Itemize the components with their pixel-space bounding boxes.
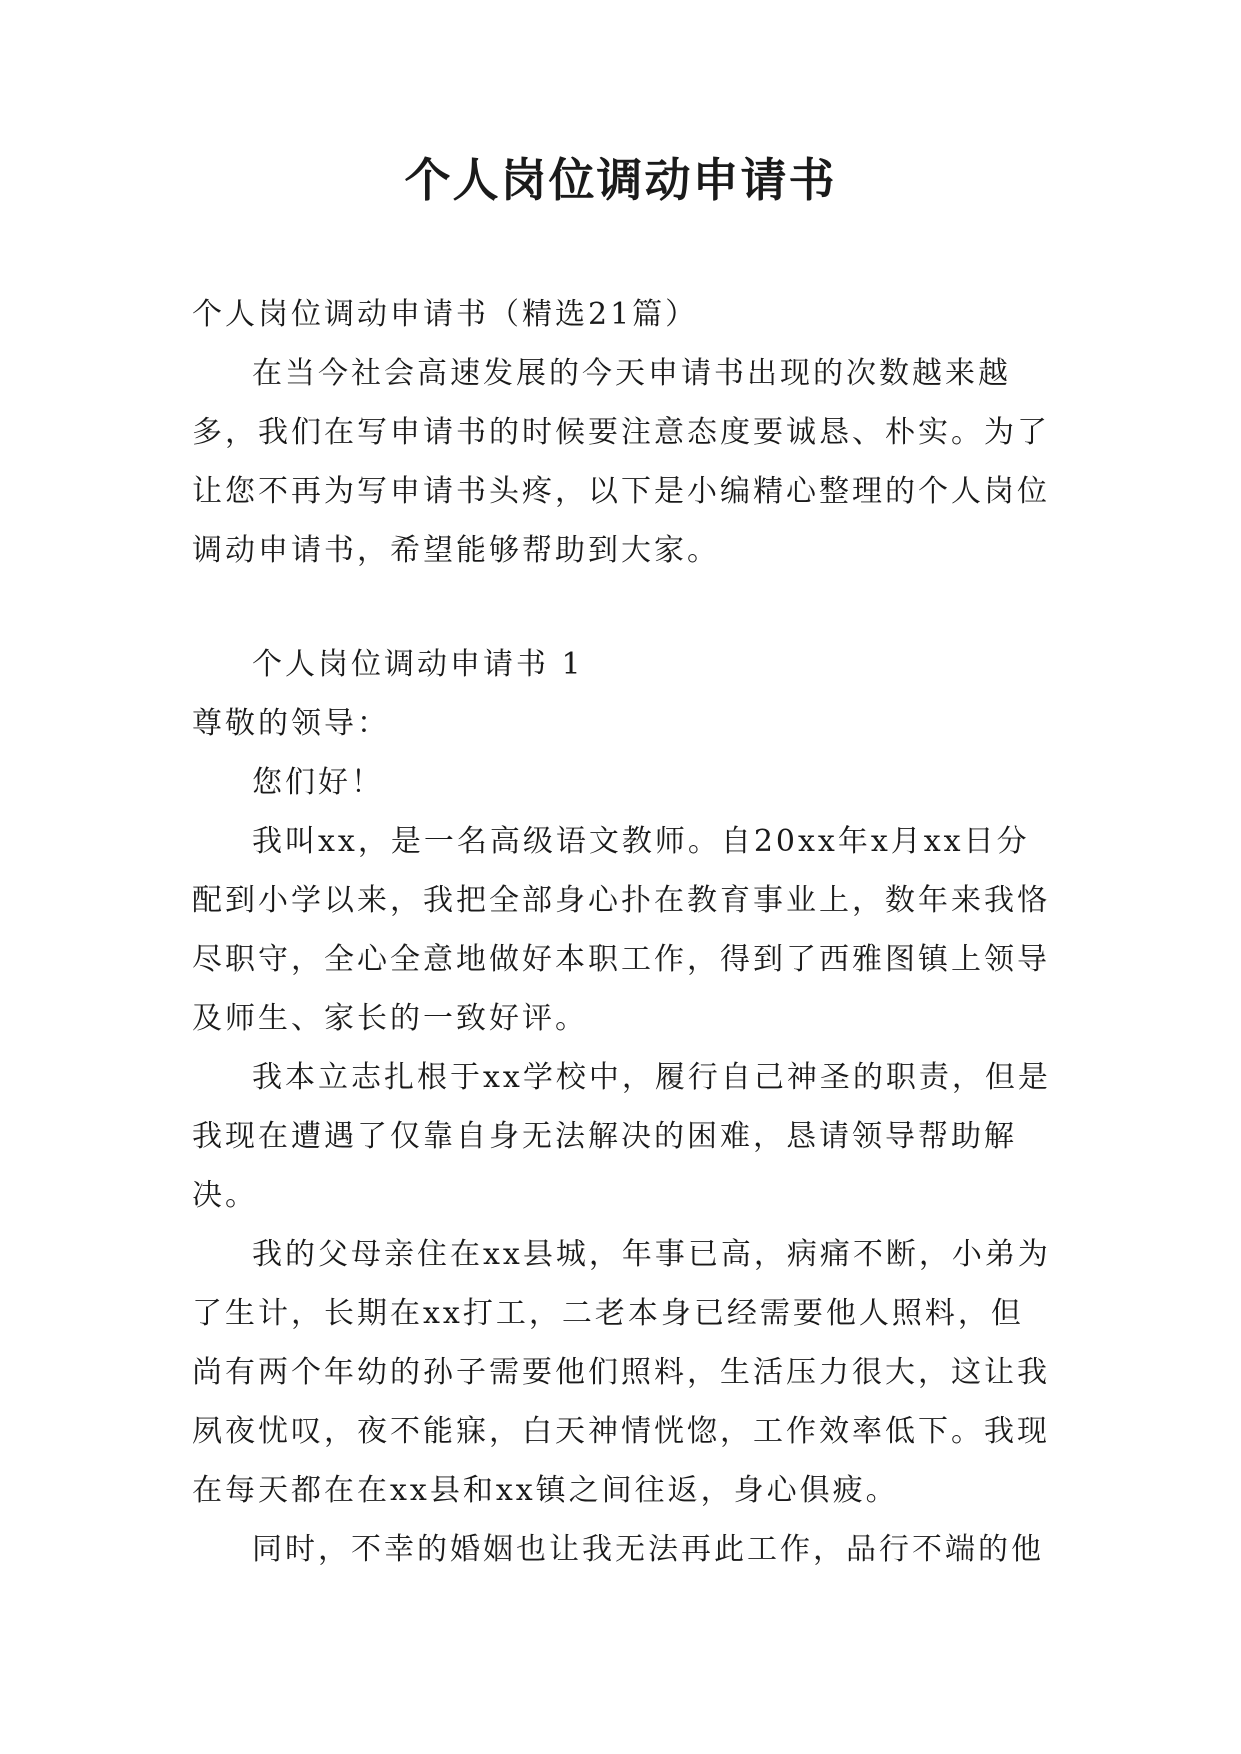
body-paragraph: 我的父母亲住在xx县城，年事已高，病痛不断，小弟为了生计，长期在xx打工，二老本身已经需要他人照料，但尚有两个年幼的孙子需要他们照料，生活压力很大，这让我夙夜忧叹，夜不能寐，白天神情恍惚，工作效率低下。我现在每天都在在xx县和xx镇之间往返，身心俱疲。 [192, 1237, 1051, 1508]
body-paragraph: 同时，不幸的婚姻也让我无法再此工作，品行不端的他 [252, 1532, 1044, 1567]
salutation: 尊敬的领导： [192, 706, 390, 741]
document-subtitle: 个人岗位调动申请书（精选21篇） [192, 297, 699, 332]
section-heading: 个人岗位调动申请书 1 [252, 647, 584, 682]
body-paragraph: 我叫xx，是一名高级语文教师。自20xx年x月xx日分配到小学以来，我把全部身心扑在教育事业上，数年来我恪尽职守，全心全意地做好本职工作，得到了西雅图镇上领导及师生、家长的一致好评。 [192, 824, 1050, 1036]
intro-paragraph: 在当今社会高速发展的今天申请书出现的次数越来越多，我们在写申请书的时候要注意态度要诚恳、朴实。为了让您不再为写申请书头疼，以下是小编精心整理的个人岗位调动申请书，希望能够帮助到大家。 [192, 356, 1050, 568]
body-paragraph: 我本立志扎根于xx学校中，履行自己神圣的职责，但是我现在遭遇了仅靠自身无法解决的困难，恳请领导帮助解决。 [192, 1060, 1051, 1213]
document-title: 个人岗位调动申请书 [404, 153, 837, 207]
greeting: 您们好！ [252, 765, 384, 800]
section-spacer [192, 580, 1052, 635]
document-body [192, 285, 1052, 1579]
